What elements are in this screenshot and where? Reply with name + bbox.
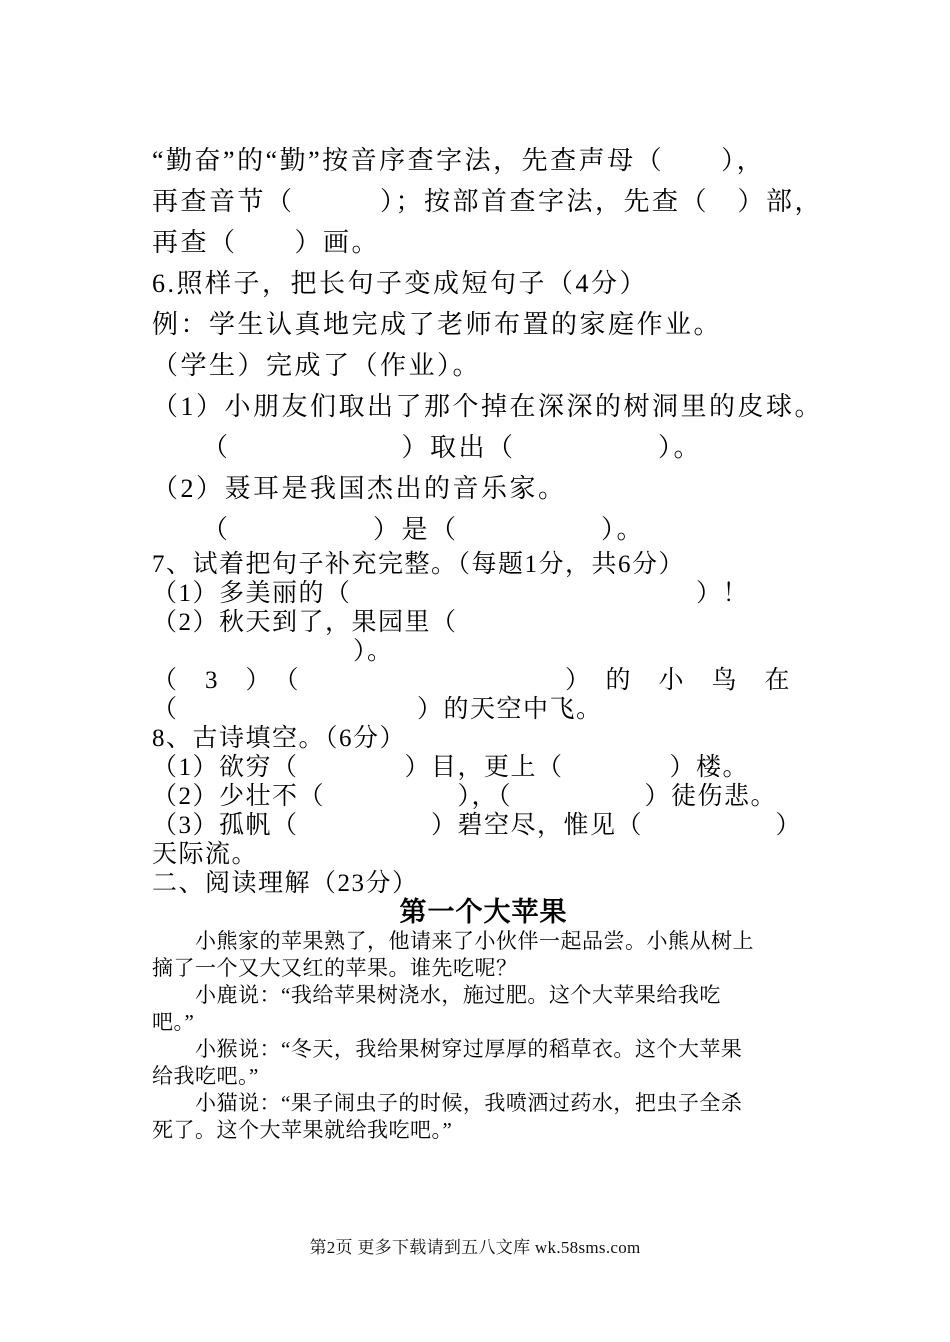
passage-line: 小猫说：“果子闹虫子的时候，我喷洒过药水，把虫子全杀: [152, 1091, 743, 1115]
question7-item-2: （2）秋天到了，果园里（: [152, 609, 458, 636]
question8-item-2: （2）少壮不（ ），（ ）徒伤悲。: [152, 783, 778, 810]
question6-item-2-blank: （ ）是（ ）。: [202, 515, 646, 544]
passage-line: 给我吃吧。”: [152, 1064, 259, 1088]
passage-line: 摘了一个又大又红的苹果。谁先吃呢？: [152, 956, 518, 980]
dictionary-lookup-and-sentence-shorten-section: [152, 140, 824, 550]
question6-item-1: （1）小朋友们取出了那个掉在深深的树洞里的皮球。: [152, 392, 824, 421]
reading-passage: [152, 928, 815, 1144]
question6-example: 例：学生认真地完成了老师布置的家庭作业。: [152, 310, 723, 339]
question8-item-1: （1）欲穷（ ）目，更上（ ）楼。: [152, 754, 750, 781]
question7-heading: 7、试着把句子补充完整。（每题1分，共6分）: [152, 551, 686, 578]
question8-item-3: （3）孤帆（ ）碧空尽，惟见（ ）: [152, 812, 803, 839]
passage-line: 小猴说：“冬天，我给果树穿过厚厚的稻草衣。这个大苹果: [152, 1037, 743, 1061]
question7-item-3-continuation: （ ）的天空中飞。: [152, 696, 603, 723]
passage-line: 死了。这个大苹果就给我吃吧。”: [152, 1118, 453, 1142]
question6-item-2: （2）聂耳是我国杰出的音乐家。: [152, 474, 567, 503]
question8-item-3-continuation: 天际流。: [152, 841, 259, 868]
passage-line: 小熊家的苹果熟了，他请来了小伙伴一起品尝。小熊从树上: [152, 929, 754, 953]
question7-item-1: （1）多美丽的（ ）！: [152, 580, 750, 607]
question7-item-3: （ 3 ） （ ） 的 小 鸟 在: [152, 667, 792, 694]
sentence-completion-and-poem-section: [152, 550, 815, 898]
question8-heading: 8、古诗填空。（6分）: [152, 725, 407, 752]
question7-item-2-continuation: ）。: [247, 638, 394, 665]
passage-line: 吧。”: [152, 1010, 195, 1034]
page-footer: 第2页 更多下载请到五八文库 wk.58sms.com: [309, 1238, 641, 1257]
question5-line: 再查音节（ ）；按部首查字法，先查（ ）部，: [152, 187, 824, 216]
section2-heading: 二、阅读理解（23分）: [152, 870, 419, 897]
question6-item-1-blank: （ ）取出（ ）。: [202, 433, 703, 462]
question6-example-answer: （学生）完成了（作业）。: [152, 351, 482, 380]
passage-line: 小鹿说：“我给苹果树浇水，施过肥。这个大苹果给我吃: [152, 983, 721, 1007]
question6-heading: 6.照样子，把长句子变成短句子（4分）: [152, 269, 649, 298]
question5-line: 再查（ ）画。: [152, 228, 381, 257]
question5-line: “勤奋”的“勤”按音序查字法，先查声母（ ），: [152, 146, 766, 175]
reading-passage-title: 第一个大苹果: [399, 897, 568, 927]
